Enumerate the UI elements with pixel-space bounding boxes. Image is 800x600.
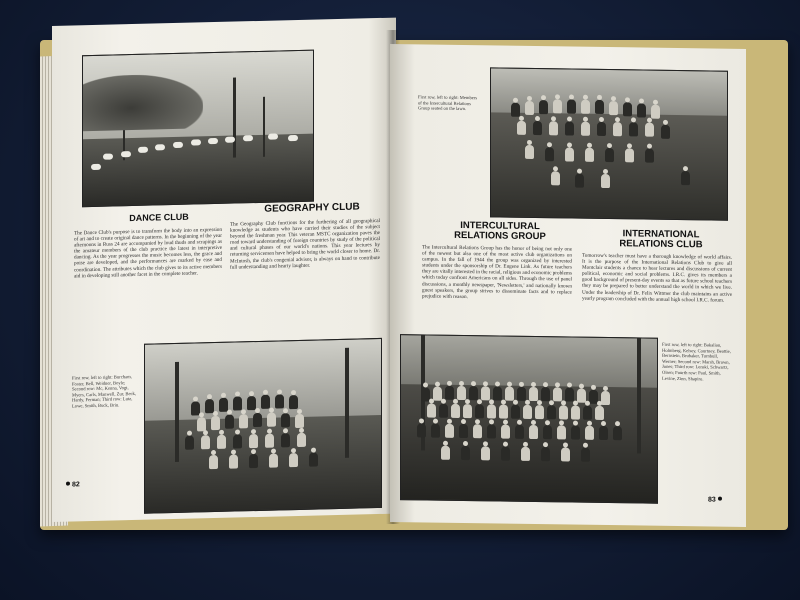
- geography-club-title: GEOGRAPHY CLUB: [264, 201, 360, 215]
- right-page-number-text: 83: [708, 496, 716, 504]
- geography-club-body: The Geography Club functions for the furthering of all geographical knowledge as students who have carried their studies of the subject beyond the freshman year. This veteran MSTC organization paves the road toward understanding of foreign countries by study of the political and cultural phases of our world's nations. This year lectures by returning servicemen have helped to bring the world closer to home. Dr. McIntosh, the club's congenial advisor, is always on hand to contribute full understanding and hearty laughter.: [230, 217, 380, 271]
- intercultural-title-line2: RELATIONS GROUP: [454, 229, 546, 243]
- right-page: [390, 44, 746, 527]
- intercultural-title: [430, 221, 570, 243]
- international-title-line1: INTERNATIONAL: [622, 228, 700, 241]
- international-title-line2: RELATIONS CLUB: [619, 238, 703, 251]
- right-page-number: [708, 496, 724, 503]
- geography-club-photo: [144, 338, 382, 514]
- dance-club-title: DANCE CLUB: [129, 211, 189, 224]
- intercultural-group-photo: [490, 67, 728, 220]
- intercultural-title-line1: INTERCULTURAL: [460, 219, 540, 233]
- left-page: [52, 18, 396, 522]
- left-page-number-text: 82: [72, 481, 80, 489]
- international-club-photo: [400, 334, 658, 504]
- right-bottom-caption: First row, left to right: Bakalian, Holmberg, Kelsey, Courtney, Beattie, Bernstein, Brubaker, Turnbull, Werner; Second row: Marsh, Brown, Jones; Third row: Lenski, Schwartz, Olsen; Fourth row: Paul, Smith, Levine, Zinn, Shapiro.: [662, 341, 731, 381]
- left-page-number: [66, 481, 80, 488]
- right-top-caption: First row, left to right: Members of the Intercultural Relations Group seated on the lawn.: [418, 94, 478, 112]
- international-title: [596, 229, 726, 251]
- dance-club-photo: [82, 50, 314, 208]
- left-photo-caption: First row, left to right: Burcham, Foster, Bell, Weidner, Boyle; Second row: Mc, Kenna, Vogt, Myers, Carls, Manwell, Zur, Beck, Hardy, Ferman; Third row: Lutz, Lowe, Smith, Buck, Brin.: [72, 374, 136, 409]
- dance-club-body: The Dance Club's purpose is to transform the body into an expression of art and to create original dance patterns. In the beginning of the year afternoons in Russ 24 are accompanied by loud thuds and scrapings as the amateur members of the club practice the latest in interpretive dancing. As the year progresses the music becomes less, the grace and poise are developed, and the performances are marked by ease and coordination. The attributes which the club gives to its active members aid in developing still another facet in the complete teacher.: [74, 226, 222, 280]
- intercultural-body: The Intercultural Relations Group has the honor of being not only one of the newest but also one of the most active club organizations on campus. In the fall of 1944 the group was organized by interested students under the sponsorship of Dr. Eugene Link. As future teachers they are vitally interested in the racial, religious and economic problems which today confront Americans on all sides. Through the use of panel discussions, a monthly newspaper, 'Newsletters,' and nationally known guest speakers, the group strives to disseminate facts and to replace prejudice with reason.: [422, 244, 572, 300]
- international-body: Tomorrow's teacher must have a thorough knowledge of world affairs. It is the purpose of the International Relations Club to give all Montclair students a chance to hear lectures and discussions of current political, economic and social problems. I.R.C. gives its members a good background of present-day events so that as future school teachers they may be prepared to better understand the world in which we live. Under the leadership of Dr. Felix Wittmer the club maintains an active yearly program concluded with the annual high school I.R.C. forum.: [582, 252, 732, 304]
